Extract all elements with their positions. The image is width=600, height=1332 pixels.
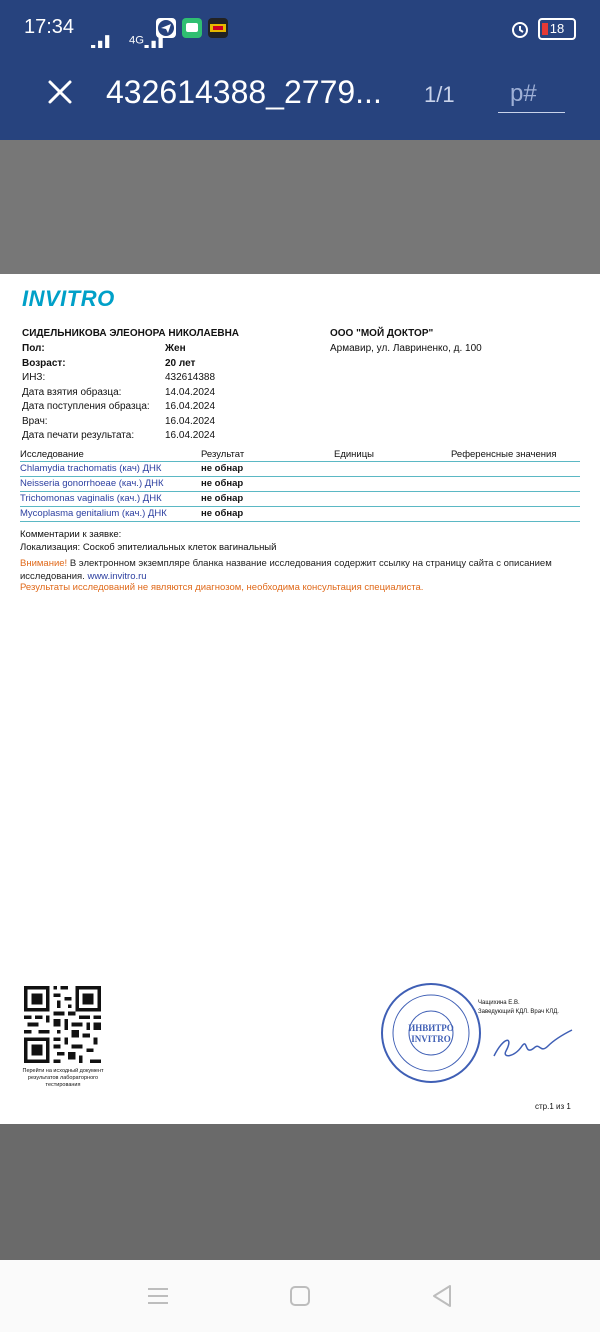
field-row <box>22 342 215 357</box>
signer-block <box>478 999 559 1017</box>
menu-icon[interactable] <box>144 1282 172 1310</box>
field-label: Врач: <box>22 415 48 427</box>
field-value: 14.04.2024 <box>165 386 216 398</box>
test-reference <box>451 492 580 506</box>
invitro-logo: INVITRO <box>22 286 115 311</box>
patient-fields <box>22 342 215 444</box>
lab-stamp <box>380 982 482 1084</box>
messages-icon <box>182 18 202 38</box>
page-label: стр.1 из 1 <box>535 1102 571 1111</box>
header-units: Единицы <box>334 449 375 460</box>
qr-code[interactable] <box>24 986 101 1063</box>
results-table <box>20 449 580 522</box>
table-row <box>20 492 580 507</box>
field-value: 16.04.2024 <box>165 430 216 441</box>
field-label: Дата печати результата: <box>22 430 135 441</box>
test-units <box>334 507 451 521</box>
test-link[interactable]: Trichomonas vaginalis (кач.) ДНК <box>20 493 162 504</box>
table-row <box>20 462 580 477</box>
signer-role: Заведующий КДЛ. Врач КЛД. <box>478 1009 559 1015</box>
field-row <box>22 371 215 386</box>
test-units <box>334 477 451 491</box>
battery-icon: 18 <box>538 18 576 40</box>
test-reference <box>451 462 580 476</box>
status-time: 17:34 <box>24 16 75 38</box>
test-reference <box>451 477 580 491</box>
page-number-input[interactable] <box>498 76 565 113</box>
signer-name: Чащихина Е.В. <box>478 1000 520 1006</box>
home-icon[interactable] <box>286 1282 314 1310</box>
document-title: 432614388_2779... <box>106 74 382 110</box>
comments-text: Локализация: Соскоб эпителиальных клеток вагинальный <box>20 542 277 553</box>
viewer-background <box>0 1124 600 1260</box>
viewer-background <box>0 140 600 274</box>
field-value: 16.04.2024 <box>165 415 216 427</box>
test-reference <box>451 507 580 521</box>
field-row <box>22 400 215 415</box>
org-name: ООО "МОЙ ДОКТОР" <box>330 328 434 339</box>
comments <box>20 528 276 554</box>
field-label: Дата поступления образца: <box>22 401 150 412</box>
signature <box>484 1016 574 1066</box>
test-units <box>334 492 451 506</box>
field-row <box>22 357 215 372</box>
viewer-toolbar <box>0 48 600 140</box>
system-navbar <box>0 1260 600 1332</box>
invitro-link[interactable]: www.invitro.ru <box>87 571 147 582</box>
warning-note <box>20 557 585 583</box>
status-bar <box>0 0 600 48</box>
field-row <box>22 386 215 401</box>
field-label: Дата взятия образца: <box>22 386 122 398</box>
field-value: Жен <box>165 343 186 354</box>
tv-app-icon <box>208 18 228 38</box>
field-label: ИНЗ: <box>22 372 46 383</box>
test-result: не обнар <box>201 493 244 504</box>
table-row <box>20 477 580 492</box>
warning-prefix: Внимание! <box>20 558 68 569</box>
field-row <box>22 415 215 430</box>
table-row <box>20 507 580 522</box>
test-units <box>334 462 451 476</box>
diagnosis-notice: Результаты исследований не являются диагнозом, необходима консультация специалиста. <box>20 582 424 593</box>
test-result: не обнар <box>201 508 244 519</box>
document-page[interactable] <box>0 274 600 1124</box>
field-value: 20 лет <box>165 357 196 369</box>
test-result: не обнар <box>201 478 244 489</box>
field-value: 432614388 <box>165 372 216 383</box>
svg-text:INVITRO: INVITRO <box>411 1034 451 1044</box>
svg-text:ИНВИТРО: ИНВИТРО <box>408 1023 454 1033</box>
network-4g-icon: 4G <box>129 34 145 47</box>
comments-label: Комментарии к заявке: <box>20 529 122 540</box>
warning-text: В электронном экземпляре бланка название исследования содержит ссылку на страницу сайта с описанием исследования. <box>20 558 552 582</box>
org-address: Армавир, ул. Лавриненко, д. 100 <box>330 343 482 354</box>
qr-caption: Перейти на исходный документ результатов лабораторного тестирования <box>22 1068 104 1088</box>
test-result: не обнар <box>201 463 244 474</box>
field-row <box>22 429 215 444</box>
header-test: Исследование <box>20 449 84 460</box>
field-value: 16.04.2024 <box>165 401 216 412</box>
alarm-icon <box>510 19 530 39</box>
patient-name: СИДЕЛЬНИКОВА ЭЛЕОНОРА НИКОЛАЕВНА <box>22 328 240 339</box>
page-count: 1/1 <box>424 82 455 107</box>
field-label: Пол: <box>22 343 45 354</box>
test-link[interactable]: Chlamydia trachomatis (кач) ДНК <box>20 463 162 474</box>
header-reference: Референсные значения <box>451 449 557 460</box>
back-icon[interactable] <box>428 1282 456 1310</box>
telegram-icon <box>156 18 176 38</box>
test-link[interactable]: Neisseria gonorrhoeae (кач.) ДНК <box>20 478 164 489</box>
test-link[interactable]: Mycoplasma genitalium (кач.) ДНК <box>20 508 167 519</box>
field-label: Возраст: <box>22 357 66 369</box>
table-header <box>20 449 580 462</box>
header-result: Результат <box>201 449 245 460</box>
close-icon[interactable] <box>44 76 76 108</box>
